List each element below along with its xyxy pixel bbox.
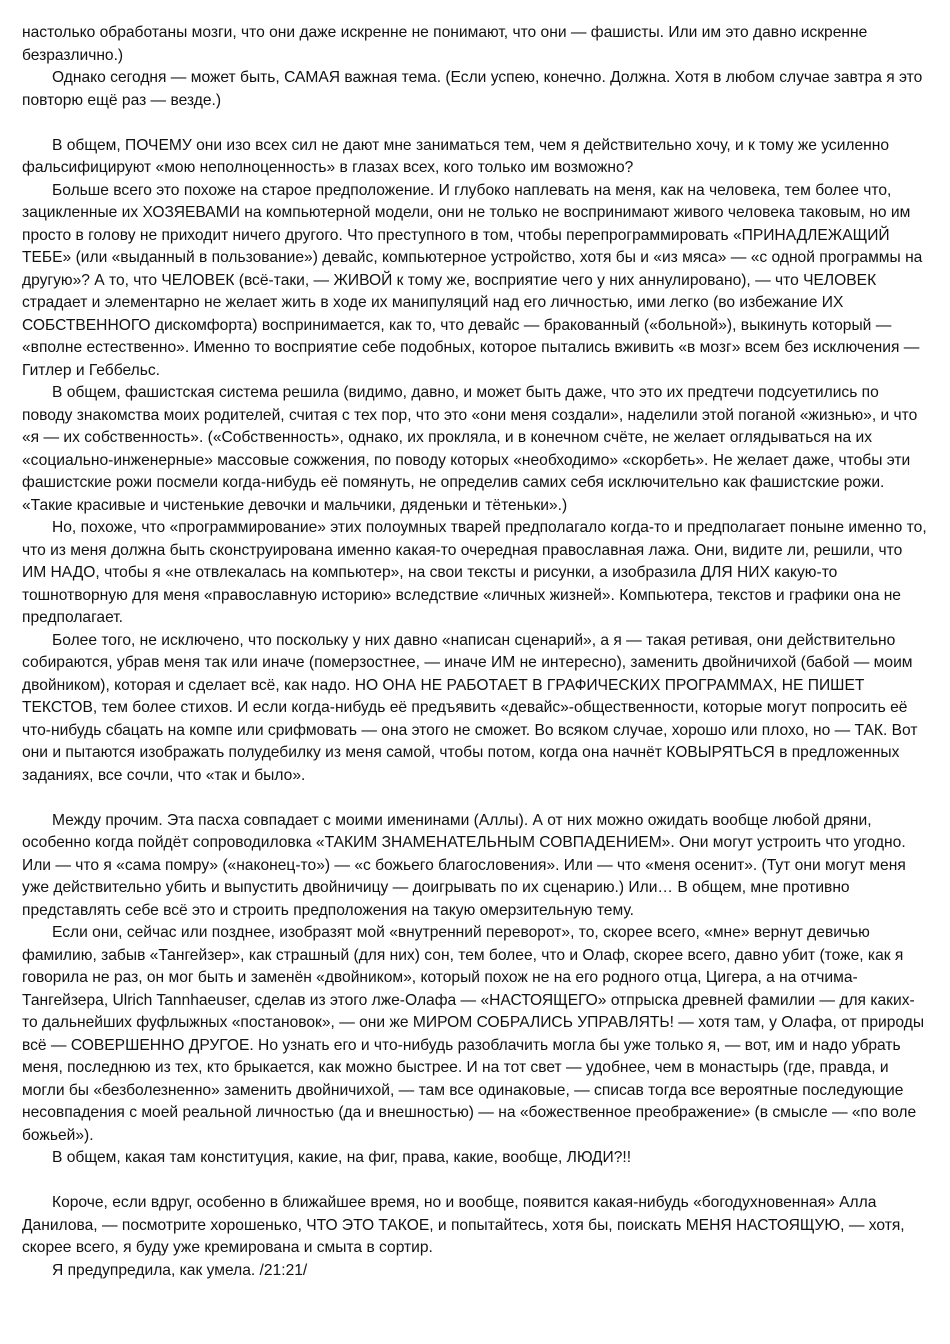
paragraph: Более того, не исключено, что поскольку у них давно «написан сценарий», а я — такая ретивая, они действительно собираются, убрав меня так или иначе (померзостнее, — иначе ИМ не интересно), заменить двойничихой (бабой — моим двойником), которая и сделает всё, как надо. НО ОНА НЕ РАБОТАЕТ В ГРАФИЧЕСКИХ ПРОГРАММАХ, НЕ ПИШЕТ ТЕКСТОВ, тем более стихов. И если когда-нибудь её предъявить «девайс»-общественности, которые могут попросить её что-нибудь сбацать на компе или срифмовать — она этого не сможет. Во всяком случае, хорошо или плохо, но — ТАК. Вот они и пытаются изображать полудебилку из меня самой, чтобы потом, когда она начнёт КОВЫРЯТЬСЯ в предложенных заданиях, все сочли, что «так и было». [22, 631, 918, 784]
paragraph: настолько обработаны мозги, что они даже искренне не понимают, что они — фашисты. Или им это давно искренне безразлично.) [22, 24, 868, 64]
paragraph: Однако сегодня — может быть, САМАЯ важная тема. (Если успею, конечно. Должна. Хотя в любом случае завтра я это повторю ещё раз — везде.) [22, 69, 923, 109]
paragraph: В общем, фашистская система решила (видимо, давно, и может быть даже, что это их предтечи подсуетились по поводу знакомства моих родителей, считая с тех пор, что это «они меня создали», наделили этой поганой «жизнью», и что «я — их собственность». («Собственность», однако, их прокляла, и в конечном счёте, не желает оглядываться на их «социально-инженерные» массовые сожжения, по поводу которых «необходимо» «скорбеть». Не желает даже, чтобы эти фашистские рожи посмели когда-нибудь её помянуть, не определив самих себя исключительно как фашистские рожи. «Такие красивые и чистенькие девочки и мальчики, дяденьки и тётеньки».) [22, 384, 918, 514]
document-page [22, 22, 928, 1282]
paragraph-gap [22, 787, 928, 810]
paragraph: Короче, если вдруг, особенно в ближайшее время, но и вообще, появится какая-нибудь «богодухновенная» Алла Данилова, — посмотрите хорошенько, ЧТО ЭТО ТАКОЕ, и попытайтесь, хотя бы, поискать МЕНЯ НАСТОЯЩУЮ, — хотя, скорее всего, я буду уже кремирована и смыта в сортир. [22, 1194, 905, 1256]
paragraph: В общем, ПОЧЕМУ они изо всех сил не дают мне заниматься тем, чем я действительно хочу, и к тому же усиленно фальсифицируют «мою неполноценность» в глазах всех, кого только им возможно? [22, 136, 890, 176]
paragraph: Если они, сейчас или позднее, изобразят мой «внутренний переворот», то, скорее всего, «мне» вернут девичью фамилию, забыв «Тангейзер», как страшный (для них) сон, тем более, что и Олаф, скорее всего, давно убит (тоже, как я говорила не раз, он мог быть и заменён «двойником», который похож не на его родного отца, Цигера, а на отчима-Тангейзера, Ulrich Tannhaeuser, сделав из этого лже-Олафа — «НАСТОЯЩЕГО» отпрыска древней фамилии — для каких-то дальнейших фуфлыжных «постановок», — они же МИРОМ СОБРАЛИСЬ УПРАВЛЯТЬ! — хотя там, у Олафа, от природы всё — СОВЕРШЕННО ДРУГОЕ. Но узнать его и что-нибудь разоблачить могла бы уже только я, — вот, им и надо убрать меня, последнюю из тех, кто брыкается, как можно быстрее. И на тот свет — удобнее, чем в монастырь (где, правда, и могли бы «безболезненно» заменить двойничихой, — там все одинаковые, — списав тогда все вероятные последующие несовпадения с моей реальной личностью (да и внешностью) — на «божественное преображение» (в смысле — «по воле божьей»). [22, 924, 925, 1144]
paragraph: В общем, какая там конституция, какие, на фиг, права, какие, вообще, ЛЮДИ?!! [52, 1149, 632, 1166]
paragraph: Но, похоже, что «программирование» этих полоумных тварей предполагало когда-то и предполагает поныне именно то, что из меня должна быть сконструирована именно какая-то очередная православная лажа. Они, видите ли, решили, что ИМ НАДО, чтобы я «не отвлекалась на компьютер», на свои тексты и рисунки, а изобразила ДЛЯ НИХ какую-то тошнотворную для меня «православную историю» вследствие «личных жизней». Компьютера, текстов и графики она не предполагает. [22, 519, 927, 626]
signature-line: Я предупредила, как умела. /21:21/ [52, 1261, 308, 1279]
paragraph-gap [22, 112, 928, 135]
paragraph-gap [22, 1170, 928, 1193]
paragraph: Больше всего это похоже на старое предположение. И глубоко наплевать на меня, как на человека, тем более что, зацикленные их ХОЗЯЕВАМИ на компьютерной модели, они не только не воспринимают живого человека таковым, но им просто в голову не приходит ничего другого. Что преступного в том, чтобы перепрограммировать «ПРИНАДЛЕЖАЩИЙ ТЕБЕ» (или «выданный в пользование») девайс, компьютерное устройство, хотя бы и «из мяса» — «с одной программы на другую»? А то, что ЧЕЛОВЕК (всё-таки, — ЖИВОЙ к тому же, восприятие чего у них аннулировано), — что ЧЕЛОВЕК страдает и элементарно не желает жить в ходе их манипуляций над его личностью, ими легко (во избежание ИХ СОБСТВЕННОГО дискомфорта) воспринимается, как то, что девайс — бракованный («больной»), выкинуть который — «вполне естественно». Именно то восприятие себе подобных, которое пытались вживить «в мозг» всем без исключения — Гитлер и Геббельс. [22, 181, 923, 379]
paragraph: Между прочим. Эта пасха совпадает с моими именинами (Аллы). А от них можно ожидать вообще любой дряни, особенно когда пойдёт сопроводиловка «ТАКИМ ЗНАМЕНАТЕЛЬНЫМ СОВПАДЕНИЕМ». Они могут устроить что угодно. Или — что я «сама помру» («наконец-то») — «с божьего благословения». Или — что «меня осенит». (Тут они могут меня уже действительно убить и выпустить двойничицу — доигрывать по их сценарию.) Или… В общем, мне противно представлять себе всё это и строить предположения на такую омерзительную тему. [22, 811, 906, 919]
